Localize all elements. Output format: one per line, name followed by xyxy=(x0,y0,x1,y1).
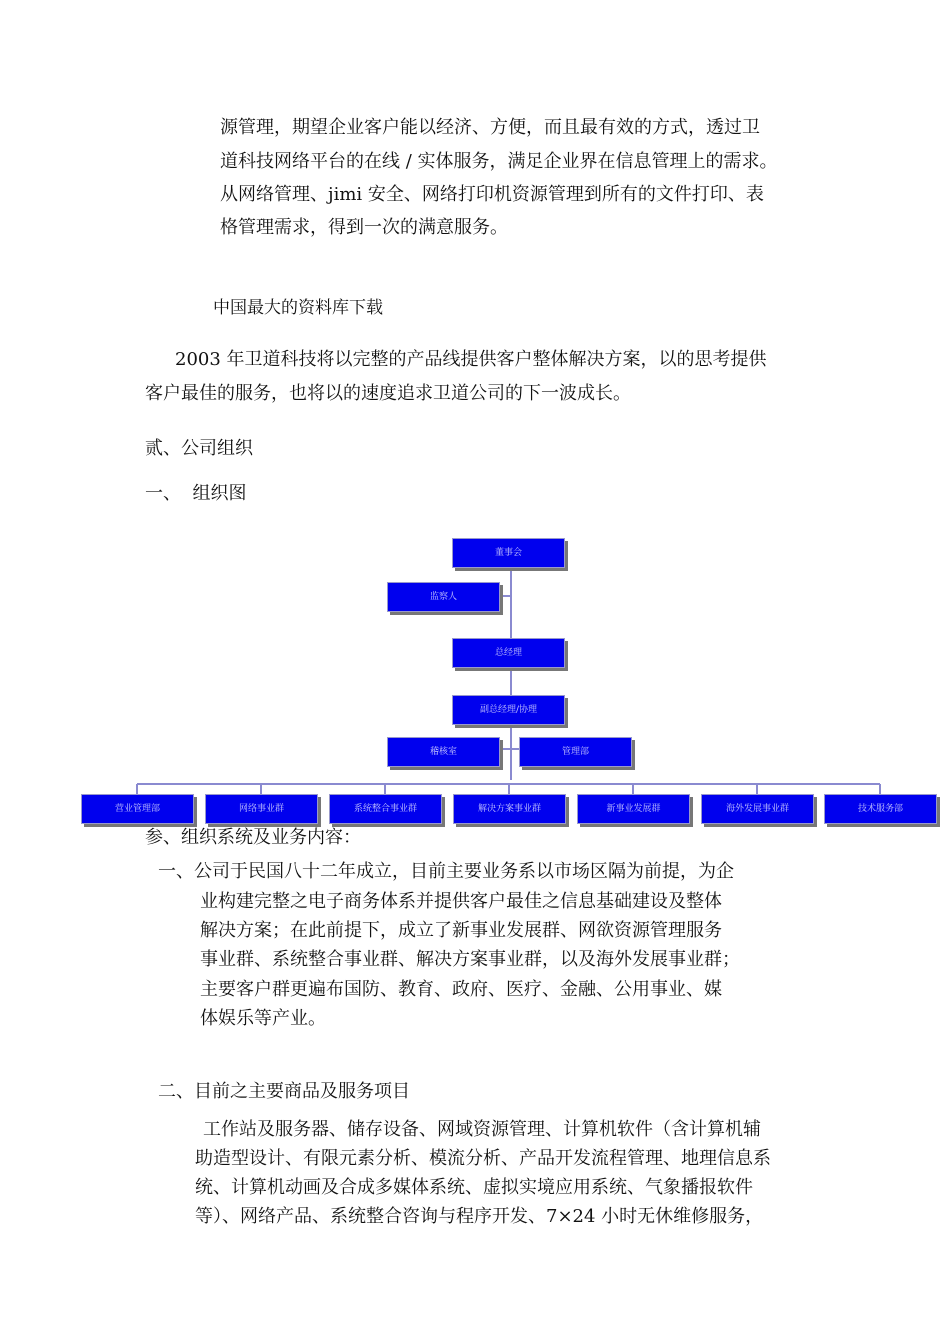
item-line: 助造型设计、有限元素分析、模流分析、产品开发流程管理、地理信息系 xyxy=(195,1148,771,1169)
org-box-department: 新事业发展群 xyxy=(577,794,690,824)
org-box-supervisor: 监察人 xyxy=(387,582,500,612)
org-box-department: 技术服务部 xyxy=(824,794,937,824)
paragraph-line: 客户最佳的服务，也将以的速度追求卫道公司的下一波成长。 xyxy=(145,383,631,404)
item-line: 等）、网络产品、系统整合咨询与程序开发、7×24 小时无休维修服务， xyxy=(195,1206,764,1227)
item-2-title: 二、目前之主要商品及服务项目 xyxy=(158,1081,410,1102)
org-box-department: 系统整合事业群 xyxy=(329,794,442,824)
intro-line: 源管理，期望企业客户能以经济、方便，而且最有效的方式，透过卫 xyxy=(220,117,760,138)
org-box-general-manager: 总经理 xyxy=(452,638,565,668)
intro-line: 道科技网络平台的在线 / 实体服务，满足企业界在信息管理上的需求。 xyxy=(220,151,778,172)
intro-line: 格管理需求，得到一次的满意服务。 xyxy=(220,217,508,238)
org-box-department: 解决方案事业群 xyxy=(453,794,566,824)
paragraph-line: 2003 年卫道科技将以完整的产品线提供客户整体解决方案，以的思考提供 xyxy=(175,349,767,370)
section-title-business: 参、组织系统及业务内容： xyxy=(145,827,361,848)
item-line: 解决方案；在此前提下，成立了新事业发展群、网欲资源管理服务 xyxy=(200,920,722,941)
download-heading: 中国最大的资料库下载 xyxy=(213,298,383,318)
org-box-audit-office: 稽核室 xyxy=(387,737,500,767)
item-line: 主要客户群更遍布国防、教育、政府、医疗、金融、公用事业、媒 xyxy=(200,979,722,1000)
item-line: 事业群、系统整合事业群、解决方案事业群，以及海外发展事业群； xyxy=(200,949,740,970)
intro-line: 从网络管理、jimi 安全、网络打印机资源管理到所有的文件打印、表 xyxy=(220,184,764,205)
section-title-company-organization: 贰、公司组织 xyxy=(145,438,253,459)
org-box-department: 海外发展事业群 xyxy=(701,794,814,824)
item-line: 体娱乐等产业。 xyxy=(200,1008,326,1029)
item-line: 工作站及服务器、储存设备、网域资源管理、计算机软件（含计算机辅 xyxy=(203,1119,761,1140)
org-box-department: 营业管理部 xyxy=(81,794,194,824)
subsection-title-org-chart: 一、 组织图 xyxy=(145,483,247,504)
org-box-department: 网络事业群 xyxy=(205,794,318,824)
org-box-board: 董事会 xyxy=(452,538,565,568)
org-box-management-dept: 管理部 xyxy=(519,737,632,767)
org-chart xyxy=(0,530,950,830)
item-line: 一、公司于民国八十二年成立，目前主要业务系以市场区隔为前提，为企 xyxy=(158,861,734,882)
org-box-deputy-manager: 副总经理/协理 xyxy=(452,695,565,725)
item-line: 统、计算机动画及合成多媒体系统、虚拟实境应用系统、气象播报软件 xyxy=(195,1177,753,1198)
item-line: 业构建完整之电子商务体系并提供客户最佳之信息基础建设及整体 xyxy=(200,891,722,912)
org-chart-connectors xyxy=(0,530,950,830)
